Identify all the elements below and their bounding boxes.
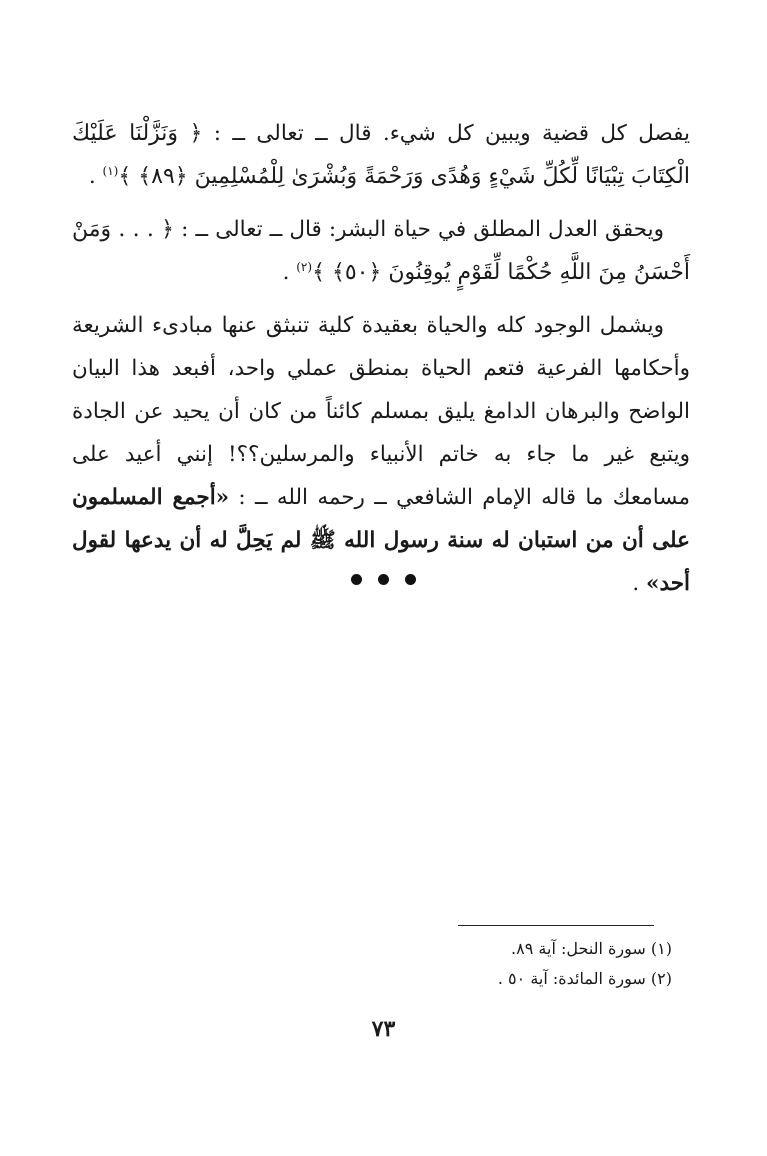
quran-verse-1: ﴿ وَنَزَّلْنَا عَلَيْكَ الْكِتَابَ تِبْيَانًا لِّكُلِّ شَيْءٍ وَهُدًى وَرَحْمَةً وَبُشْرَىٰ لِلْمُسْلِمِينَ ﴿٨٩﴾ ﴾ [72, 121, 690, 189]
footnote-divider [458, 925, 654, 926]
paragraph-3 [72, 304, 690, 605]
paragraph-3-text: ويشمل الوجود كله والحياة بعقيدة كلية تنبثق عنها مبادىء الشريعة وأحكامها الفرعية فتعم الحياة بمنطق عملي واحد، أفبعد هذا البيان الواضح والبرهان الدامغ يليق بمسلم كائناً من كان أن يحيد عن الجادة ويتبع غير ما جاء به خاتم الأنبياء والمرسلين؟؟! إنني أعيد على مسامعك ما قاله الإمام الشافعي ــ رحمه الله ــ : [72, 313, 691, 510]
paragraph-3-tail: . [632, 571, 646, 596]
footnotes [300, 934, 672, 994]
separator-dot [405, 574, 416, 585]
paragraph-2-text: ويحقق العدل المطلق في حياة البشر: قال ــ تعالى ــ : [174, 217, 664, 242]
main-text [72, 112, 690, 605]
footnote-1: (١) سورة النحل: آية ٨٩. [511, 939, 672, 958]
page-number: ٧٣ [371, 1016, 396, 1042]
paragraph-1 [72, 112, 690, 198]
paragraph-2-tail: . [282, 260, 297, 285]
paragraph-1-tail: . [88, 164, 103, 189]
footnote-2: (٢) سورة المائدة: آية ٥٠ . [497, 969, 672, 988]
footnote-ref-2: (٢) [296, 259, 313, 274]
separator-dot [378, 574, 389, 585]
section-separator [0, 570, 767, 589]
quran-verse-2: ﴿ . . . وَمَنْ أَحْسَنُ مِنَ اللَّهِ حُكْمًا لِّقَوْمٍ يُوقِنُونَ ﴿٥٠﴾ ﴾ [72, 217, 690, 285]
footnote-ref-1: (١) [102, 163, 119, 178]
shafii-quote: «أجمع المسلمون على أن من استبان له سنة رسول الله ﷺ لم يَحِلَّ له أن يدعها لقول أحد» [72, 485, 690, 596]
paragraph-2 [72, 208, 690, 294]
separator-dot [351, 574, 362, 585]
paragraph-1-text: يفصل كل قضية ويبين كل شيء. قال ــ تعالى ــ : [202, 121, 690, 146]
